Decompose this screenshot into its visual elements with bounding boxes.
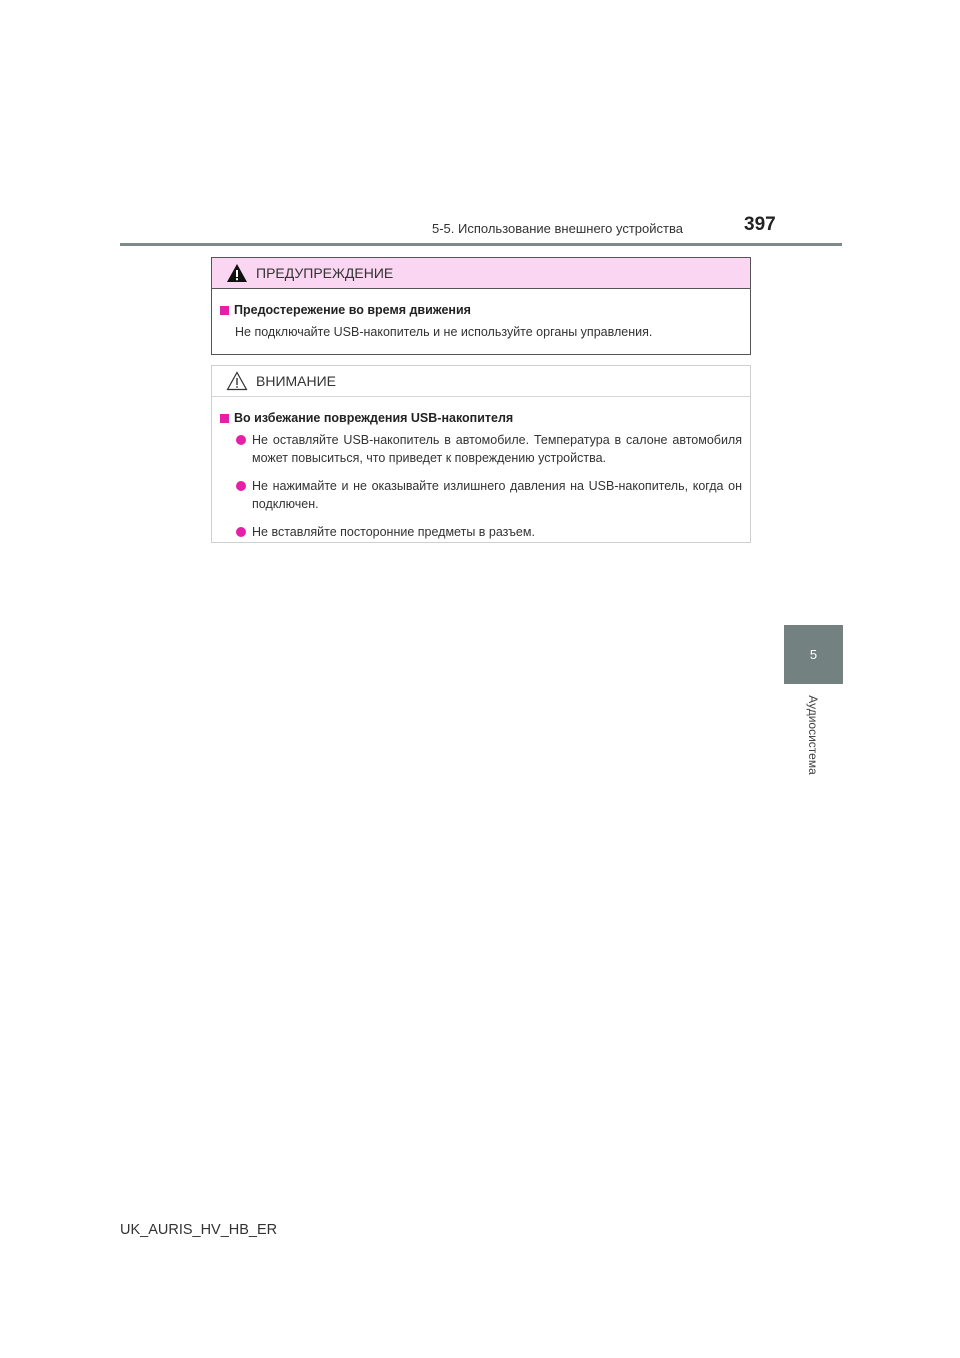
warning-text: Не подключайте USB-накопитель и не используйте органы управления. bbox=[235, 325, 653, 339]
square-bullet-icon bbox=[220, 414, 229, 423]
caution-bullet-text: Не оставляйте USB-накопитель в автомобиле. Температура в салоне автомобиля может повыситься, что приведет к повреждению устройства. bbox=[252, 433, 742, 465]
caution-header bbox=[212, 366, 750, 397]
caution-triangle-icon bbox=[226, 371, 248, 391]
caution-title: ВНИМАНИЕ bbox=[256, 373, 337, 389]
circle-bullet-icon bbox=[236, 435, 246, 445]
warning-heading-text: Предостережение во время движения bbox=[234, 303, 471, 317]
caution-bullet-3 bbox=[236, 523, 742, 541]
caution-heading-text: Во избежание повреждения USB-накопителя bbox=[234, 411, 514, 425]
circle-bullet-icon bbox=[236, 481, 246, 491]
warning-header bbox=[212, 258, 750, 289]
caution-body bbox=[212, 397, 750, 541]
header-divider bbox=[120, 243, 842, 246]
warning-subheading bbox=[220, 303, 742, 317]
warning-title: ПРЕДУПРЕЖДЕНИЕ bbox=[256, 265, 394, 281]
warning-triangle-icon bbox=[226, 263, 248, 283]
caution-subheading bbox=[220, 411, 742, 425]
caution-bullet-text: Не нажимайте и не оказывайте излишнего давления на USB-накопитель, когда он подключен. bbox=[252, 479, 742, 511]
chapter-label: Аудиосистема bbox=[806, 695, 820, 775]
warning-box bbox=[211, 257, 751, 355]
square-bullet-icon bbox=[220, 306, 229, 315]
circle-bullet-icon bbox=[236, 527, 246, 537]
footer-model-code: UK_AURIS_HV_HB_ER bbox=[120, 1222, 278, 1238]
caution-bullet-1 bbox=[236, 431, 742, 467]
caution-bullet-2 bbox=[236, 477, 742, 513]
chapter-number: 5 bbox=[809, 647, 818, 662]
warning-body bbox=[212, 289, 750, 341]
page-number: 397 bbox=[744, 214, 776, 235]
caution-bullet-text: Не вставляйте посторонние предметы в разъем. bbox=[252, 525, 535, 539]
header-section-title: 5-5. Использование внешнего устройства bbox=[432, 221, 683, 236]
caution-box bbox=[211, 365, 751, 543]
chapter-tab bbox=[784, 625, 843, 684]
